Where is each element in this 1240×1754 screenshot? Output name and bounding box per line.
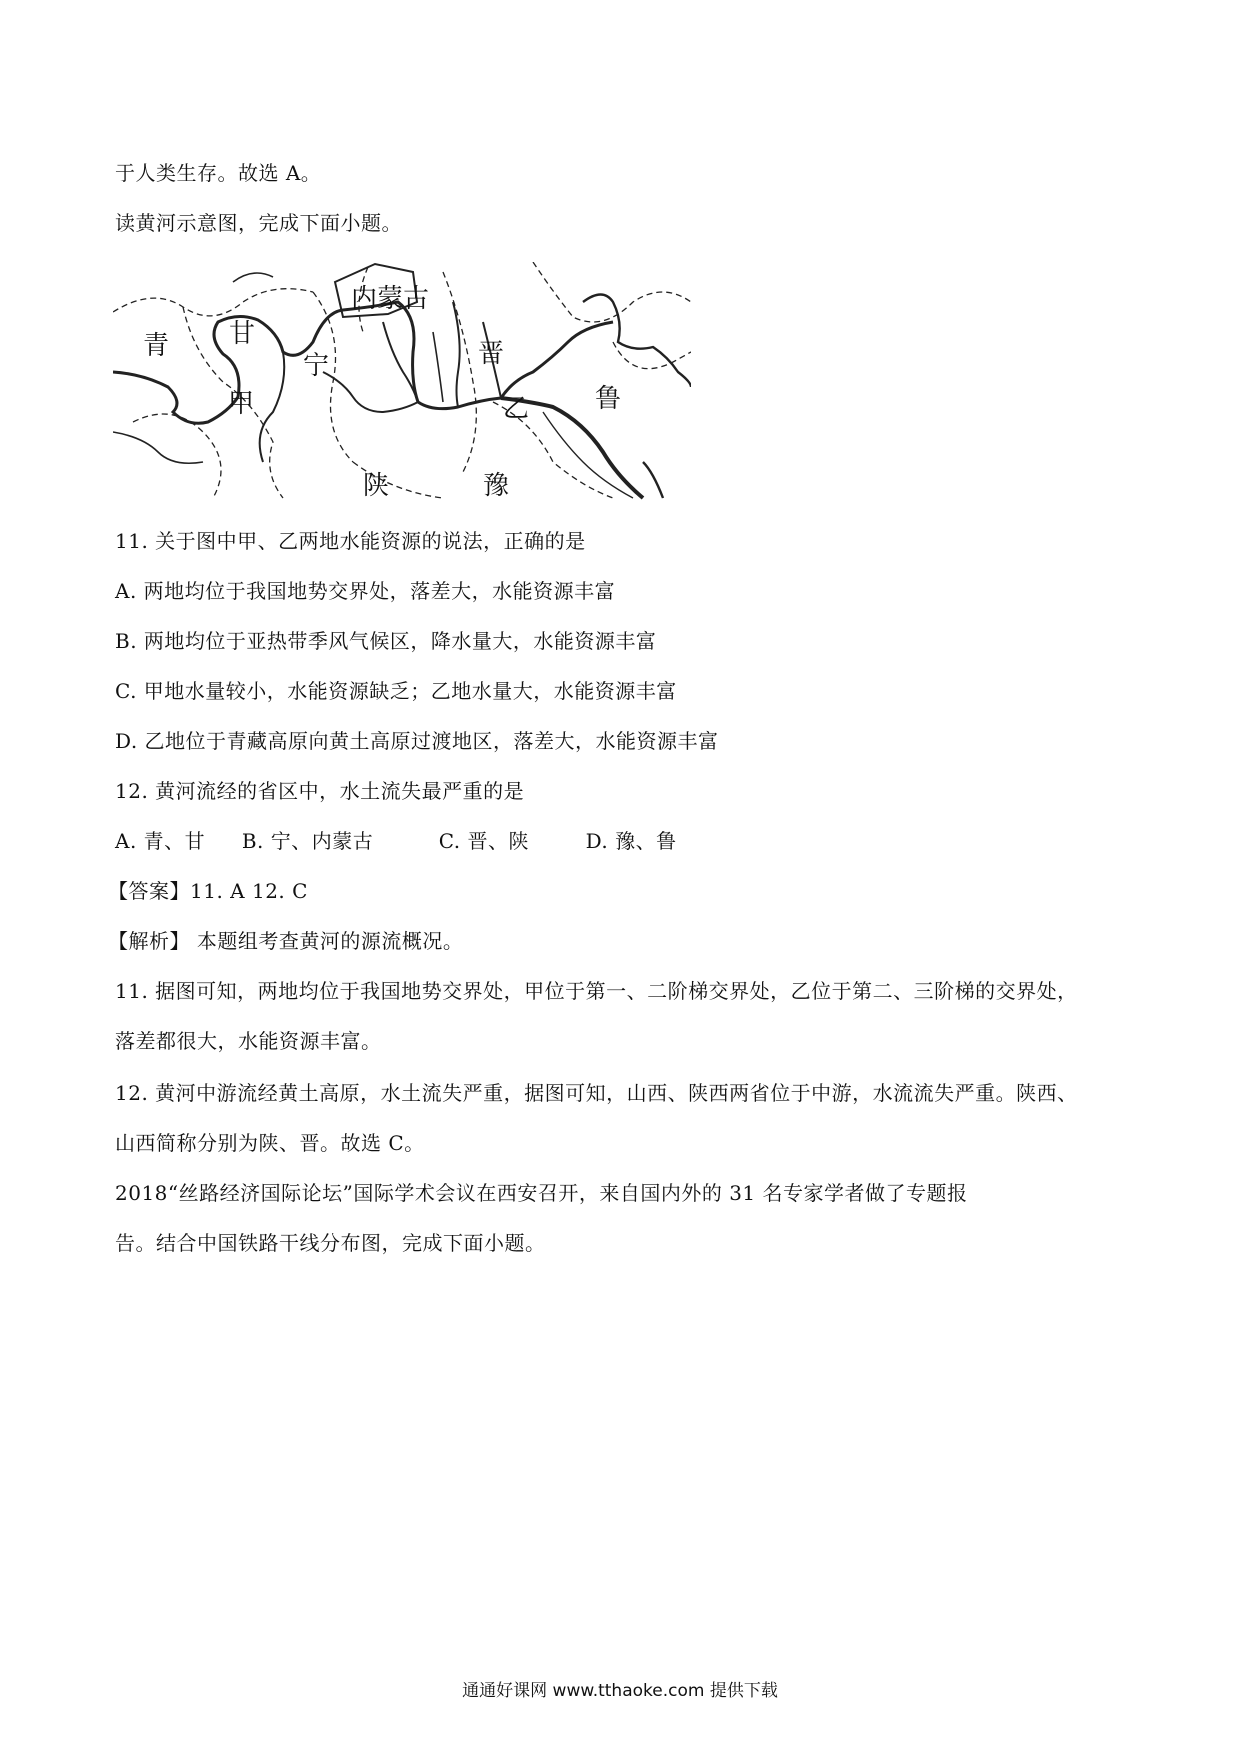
map-label-ning: 宁 <box>303 351 330 381</box>
map-label-jin: 晋 <box>478 339 505 369</box>
map-label-gan: 甘 <box>229 319 256 349</box>
passage-line-1: 2018“丝路经济国际论坛”国际学术会议在西安召开，来自国内外的 31 名专家学者做了专题报 <box>115 1181 968 1205</box>
passage-line-2: 告。结合中国铁路干线分布图，完成下面小题。 <box>115 1231 546 1255</box>
text-line: 于人类生存。故选 A。 <box>115 161 322 185</box>
instruction-line: 读黄河示意图，完成下面小题。 <box>115 211 402 235</box>
question-11: 11. 关于图中甲、乙两地水能资源的说法，正确的是 <box>115 529 586 553</box>
explanation-12-line-2: 山西简称分别为陕、晋。故选 C。 <box>115 1131 425 1155</box>
option-11-d: D. 乙地位于青藏高原向黄土高原过渡地区，落差大，水能资源丰富 <box>115 729 719 753</box>
option-11-c: C. 甲地水量较小，水能资源缺乏；乙地水量大，水能资源丰富 <box>115 679 677 703</box>
map-label-qing: 青 <box>143 331 170 361</box>
question-12: 12. 黄河流经的省区中，水土流失最严重的是 <box>115 779 525 803</box>
map-label-yi: 乙 <box>503 394 530 424</box>
option-12-c: C. 晋、陕 <box>438 829 530 853</box>
option-12-a: A. 青、甘 <box>115 829 206 853</box>
analysis-heading: 【解析】 本题组考查黄河的源流概况。 <box>108 929 464 953</box>
explanation-11-line-2: 落差都很大，水能资源丰富。 <box>115 1029 382 1053</box>
map-label-lu: 鲁 <box>595 384 622 414</box>
option-11-a: A. 两地均位于我国地势交界处，落差大，水能资源丰富 <box>115 579 616 603</box>
option-12-b: B. 宁、内蒙古 <box>241 829 374 853</box>
explanation-11-line-1: 11. 据图可知，两地均位于我国地势交界处，甲位于第一、二阶梯交界处，乙位于第二、三阶梯的交界处， <box>115 979 1078 1003</box>
map-label-jia: 甲 <box>228 389 255 419</box>
map-label-yu: 豫 <box>483 471 510 500</box>
page-footer: 通通好课网 www.tthaoke.com 提供下载 <box>462 1681 778 1701</box>
question-12-options <box>115 826 677 856</box>
option-11-b: B. 两地均位于亚热带季风气候区，降水量大，水能资源丰富 <box>115 629 657 653</box>
map-label-neimenggu: 内蒙古 <box>351 284 430 314</box>
option-12-d: D. 豫、鲁 <box>585 829 677 853</box>
map-label-shaan: 陕 <box>363 471 390 500</box>
explanation-12-line-1: 12. 黄河中游流经黄土高原，水土流失严重，据图可知，山西、陕西两省位于中游，水流流失严重。陕西、 <box>115 1081 1078 1105</box>
answer-line: 【答案】11. A 12. C <box>108 879 308 903</box>
yellow-river-map <box>113 262 691 500</box>
